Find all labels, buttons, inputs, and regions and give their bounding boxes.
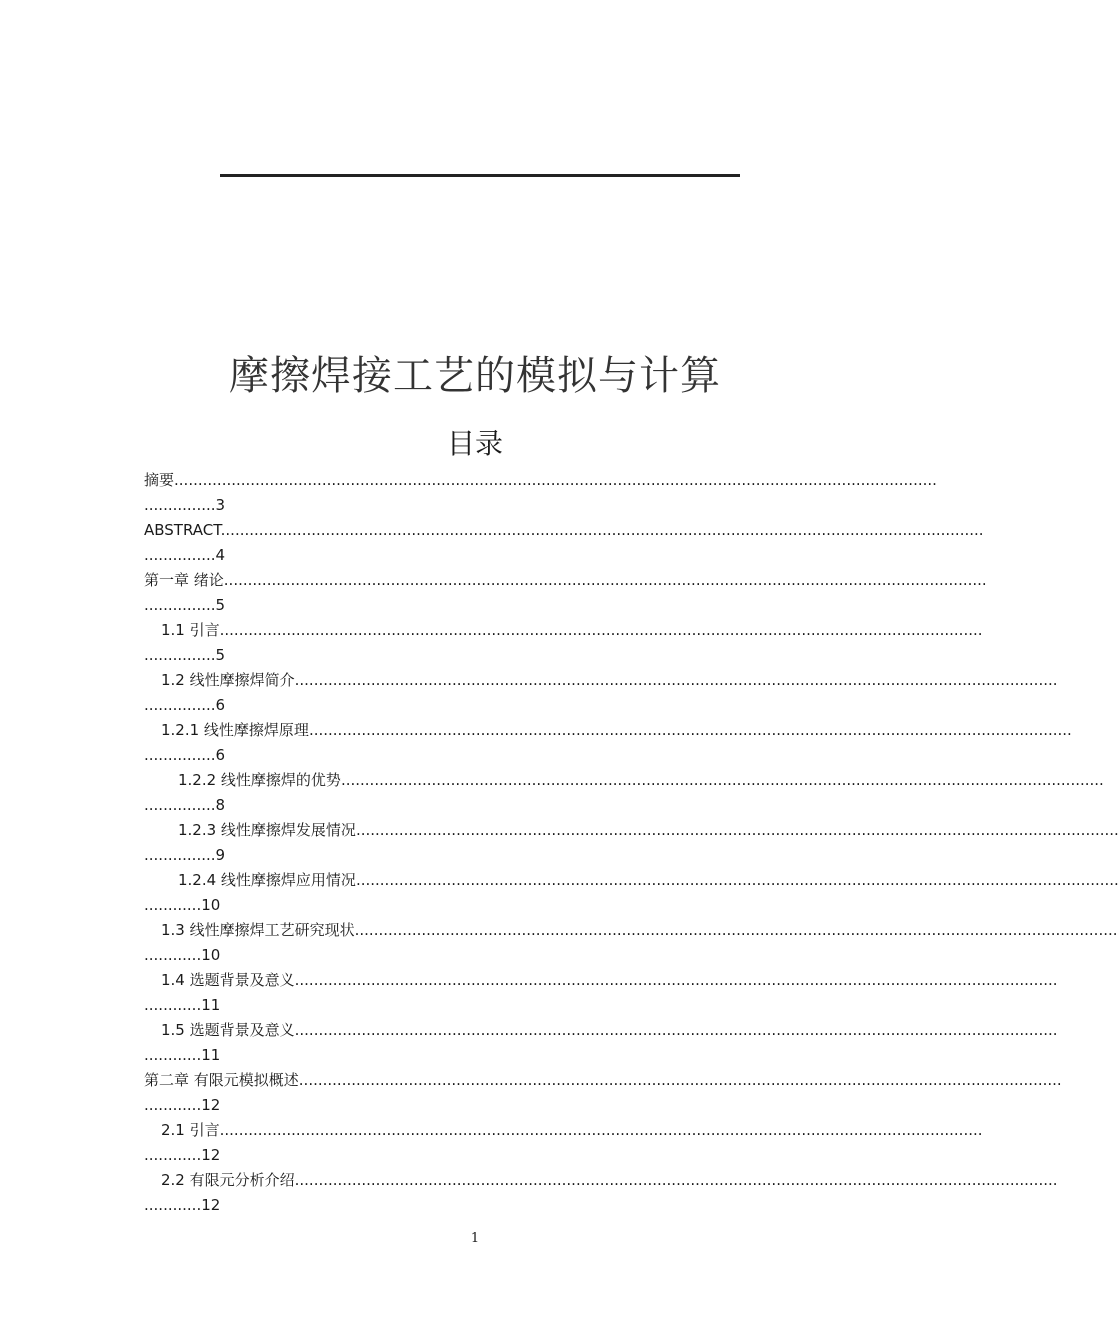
toc-leader-dots: ............ (144, 1046, 202, 1064)
toc-entry-page: 11 (201, 996, 221, 1014)
toc-leader-dots: ................................................................................................................................................................ (223, 571, 987, 589)
toc-leader-dots: ............... (144, 646, 216, 664)
toc-entry-page: 12 (201, 1196, 221, 1214)
toc-entry-title: 第二章 有限元模拟概述 (144, 1071, 299, 1089)
toc-entry[interactable] (144, 768, 1104, 818)
toc-entry[interactable] (144, 1018, 1058, 1068)
toc-heading: 目录 (446, 427, 503, 460)
toc-leader-dots: ............... (144, 596, 216, 614)
toc-entry-page: 6 (215, 746, 226, 764)
toc-entry-page: 10 (201, 946, 221, 964)
toc-leader-dots: ............... (144, 496, 216, 514)
page-number: 1 (470, 1231, 480, 1246)
toc-leader-dots: ............... (144, 846, 216, 864)
toc-leader-dots: ................................................................................................................................................................ (354, 921, 1118, 939)
toc-leader-dots: ............... (144, 746, 216, 764)
toc-entry-page: 3 (215, 496, 226, 514)
toc-leader-dots: ............ (144, 1096, 202, 1114)
toc-leader-dots: ............ (144, 946, 202, 964)
toc-entry-title: 1.3 线性摩擦焊工艺研究现状 (161, 921, 355, 939)
toc-entry[interactable] (144, 718, 1072, 768)
toc-leader-dots: ................................................................................................................................................................ (355, 821, 1119, 839)
toc-entry-page: 12 (201, 1096, 221, 1114)
toc-entry-title: 1.5 选题背景及意义 (161, 1021, 295, 1039)
toc-entry-title: 1.1 引言 (161, 621, 220, 639)
toc-leader-dots: ................................................................................................................................................................ (298, 1071, 1062, 1089)
toc-leader-dots: ............... (144, 546, 216, 564)
toc-entry-title: 摘要 (144, 471, 175, 489)
toc-entry-page: 11 (201, 1046, 221, 1064)
toc-entry[interactable] (144, 818, 1119, 868)
toc-leader-dots: ............... (144, 796, 216, 814)
toc-entry[interactable] (144, 668, 1058, 718)
toc-leader-dots: ................................................................................................................................................................ (308, 721, 1072, 739)
toc-leader-dots: ................................................................................................................................................................ (294, 971, 1058, 989)
toc-entry-title: 第一章 绪论 (144, 571, 224, 589)
toc-leader-dots: ................................................................................................................................................................ (340, 771, 1104, 789)
toc-leader-dots: ............ (144, 896, 202, 914)
toc-leader-dots: ................................................................................................................................................................ (355, 871, 1119, 889)
toc-entry-title: 1.2.3 线性摩擦焊发展情况 (178, 821, 356, 839)
toc-entry[interactable] (144, 568, 987, 618)
toc-entry-title: 2.1 引言 (161, 1121, 220, 1139)
toc-entry-page: 5 (215, 646, 226, 664)
toc-entry-title: 2.2 有限元分析介绍 (161, 1171, 295, 1189)
toc-entry-page: 9 (215, 846, 226, 864)
toc-entry-page: 4 (215, 546, 226, 564)
toc-leader-dots: ................................................................................................................................................................ (219, 1121, 983, 1139)
toc-leader-dots: ............ (144, 1196, 202, 1214)
toc-entry-title: ABSTRACT (144, 521, 221, 539)
toc-entry[interactable] (144, 1168, 1058, 1218)
toc-entry[interactable] (144, 918, 1118, 968)
toc-entry-title: 1.2.2 线性摩擦焊的优势 (178, 771, 341, 789)
toc-entry-title: 1.2 线性摩擦焊简介 (161, 671, 295, 689)
table-of-contents (144, 468, 1119, 1218)
toc-entry-title: 1.2.1 线性摩擦焊原理 (161, 721, 309, 739)
toc-leader-dots: ............ (144, 1146, 202, 1164)
toc-entry-page: 10 (201, 896, 221, 914)
toc-entry[interactable] (144, 868, 1119, 918)
toc-entry-page: 12 (201, 1146, 221, 1164)
document-title: 摩擦焊接工艺的模拟与计算 (229, 353, 721, 399)
toc-entry[interactable] (144, 468, 937, 518)
toc-leader-dots: ............... (144, 696, 216, 714)
toc-leader-dots: ................................................................................................................................................................ (294, 1021, 1058, 1039)
toc-leader-dots: ................................................................................................................................................................ (220, 521, 984, 539)
toc-entry[interactable] (144, 1068, 1062, 1118)
toc-leader-dots: ................................................................................................................................................................ (294, 1171, 1058, 1189)
toc-entry[interactable] (144, 1118, 983, 1168)
header-rule (220, 174, 740, 177)
toc-leader-dots: ............ (144, 996, 202, 1014)
toc-leader-dots: ................................................................................................................................................................ (219, 621, 983, 639)
toc-entry[interactable] (144, 968, 1058, 1018)
toc-entry[interactable] (144, 518, 984, 568)
toc-entry[interactable] (144, 618, 983, 668)
toc-entry-page: 5 (215, 596, 226, 614)
toc-leader-dots: ................................................................................................................................................................ (174, 471, 937, 489)
toc-leader-dots: ................................................................................................................................................................ (294, 671, 1058, 689)
toc-entry-page: 6 (215, 696, 226, 714)
toc-entry-title: 1.4 选题背景及意义 (161, 971, 295, 989)
toc-entry-title: 1.2.4 线性摩擦焊应用情况 (178, 871, 356, 889)
toc-entry-page: 8 (215, 796, 226, 814)
